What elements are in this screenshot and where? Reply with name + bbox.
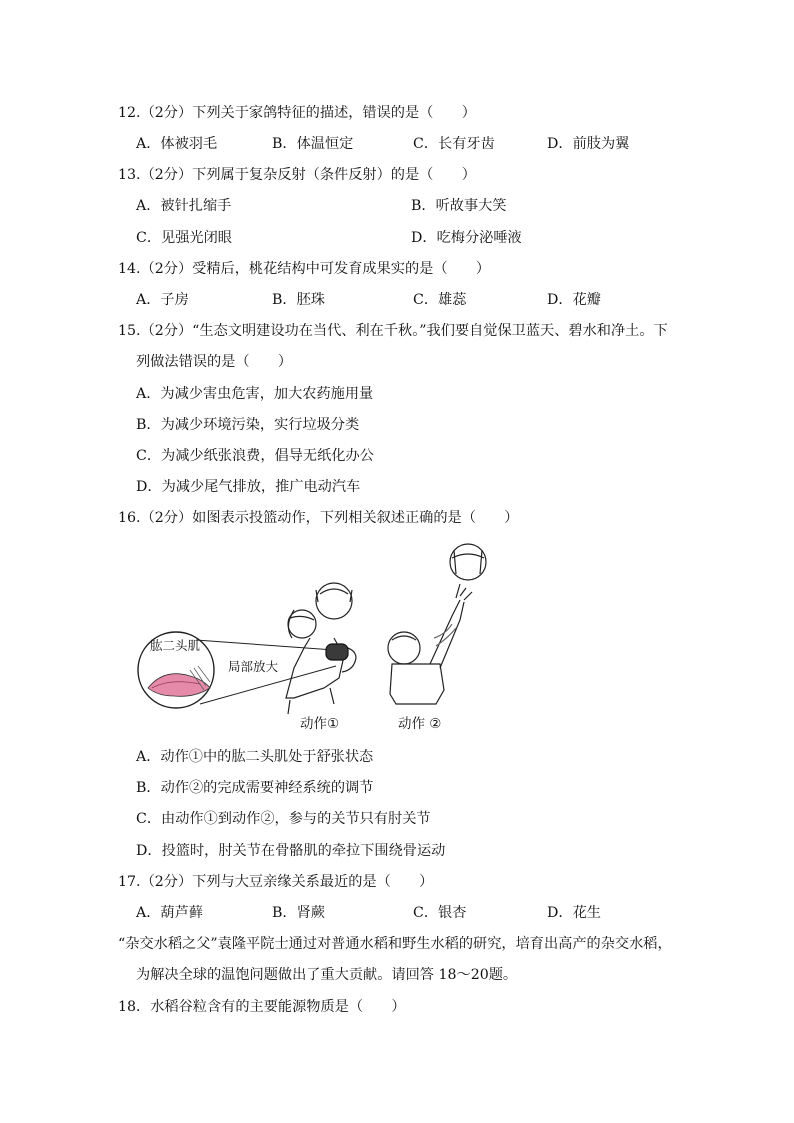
q17-option-d: D．花生 xyxy=(547,905,601,921)
question-13-stem: 13.（2分）下列属于复杂反射（条件反射）的是（ ） xyxy=(118,167,476,183)
q15-option-a: A．为减少害虫危害，加大农药施用量 xyxy=(136,386,374,402)
q15-option-b: B．为减少环境污染，实行垃圾分类 xyxy=(136,417,360,433)
q16-option-a: A．动作①中的肱二头肌处于舒张状态 xyxy=(136,749,374,765)
question-15-stem-line1: 15.（2分）“生态文明建设功在当代、利在千秋。”我们要自觉保卫蓝天、碧水和净土。下 xyxy=(118,323,668,339)
q17-option-c: C．银杏 xyxy=(413,905,467,921)
basketball-shot-figure xyxy=(134,538,504,743)
q17-option-b: B．肾蕨 xyxy=(272,905,325,921)
caption-action-2: 动作 ② xyxy=(398,716,442,732)
passage-line-2: 为解决全球的温饱问题做出了重大贡献。请回答 18～20题。 xyxy=(136,967,518,983)
magnify-label: 肱二头肌 xyxy=(150,638,201,653)
question-16-stem: 16.（2分）如图表示投篮动作，下列相关叙述正确的是（ ） xyxy=(118,510,519,526)
q16-option-b: B．动作②的完成需要神经系统的调节 xyxy=(136,780,374,796)
q12-option-d: D．前肢为翼 xyxy=(547,136,630,152)
player-action-2 xyxy=(388,544,486,704)
q13-option-b: B．听故事大笑 xyxy=(411,198,507,214)
player-action-1 xyxy=(286,583,356,714)
q12-option-c: C．长有牙齿 xyxy=(413,136,495,152)
q16-option-d: D．投篮时，肘关节在骨骼肌的牵拉下围绕骨运动 xyxy=(136,843,446,859)
q14-option-b: B．胚珠 xyxy=(272,292,325,308)
question-14-stem: 14.（2分）受精后，桃花结构中可发育成果实的是（ ） xyxy=(118,261,491,277)
q13-option-a: A．被针扎缩手 xyxy=(136,198,232,214)
q12-option-a: A．体被羽毛 xyxy=(136,136,218,152)
q13-option-d: D．吃梅分泌唾液 xyxy=(411,230,522,246)
question-12-stem: 12.（2分）下列关于家鸽特征的描述，错误的是（ ） xyxy=(118,105,476,121)
q14-option-c: C．雄蕊 xyxy=(413,292,467,308)
question-17-stem: 17.（2分）下列与大豆亲缘关系最近的是（ ） xyxy=(118,874,434,890)
q17-option-a: A．葫芦藓 xyxy=(136,905,203,921)
q15-option-c: C．为减少纸张浪费，倡导无纸化办公 xyxy=(136,448,374,464)
passage-line-1: “杂交水稻之父”袁隆平院士通过对普通水稻和野生水稻的研究，培育出高产的杂交水稻， xyxy=(118,936,672,952)
magnified-inset xyxy=(138,632,214,708)
caption-action-1: 动作① xyxy=(300,716,340,732)
question-18-stem: 18．水稻谷粒含有的主要能源物质是（ ） xyxy=(118,999,406,1015)
q12-option-b: B．体温恒定 xyxy=(272,136,354,152)
zoom-label: 局部放大 xyxy=(228,659,279,674)
q13-option-c: C．见强光闭眼 xyxy=(136,230,232,246)
q14-option-d: D．花瓣 xyxy=(547,292,601,308)
q16-option-c: C．由动作①到动作②，参与的关节只有肘关节 xyxy=(136,811,431,827)
question-15-stem-line2: 列做法错误的是（ ） xyxy=(136,354,293,370)
q14-option-a: A．子房 xyxy=(136,292,189,308)
q15-option-d: D．为减少尾气排放，推广电动汽车 xyxy=(136,479,361,495)
